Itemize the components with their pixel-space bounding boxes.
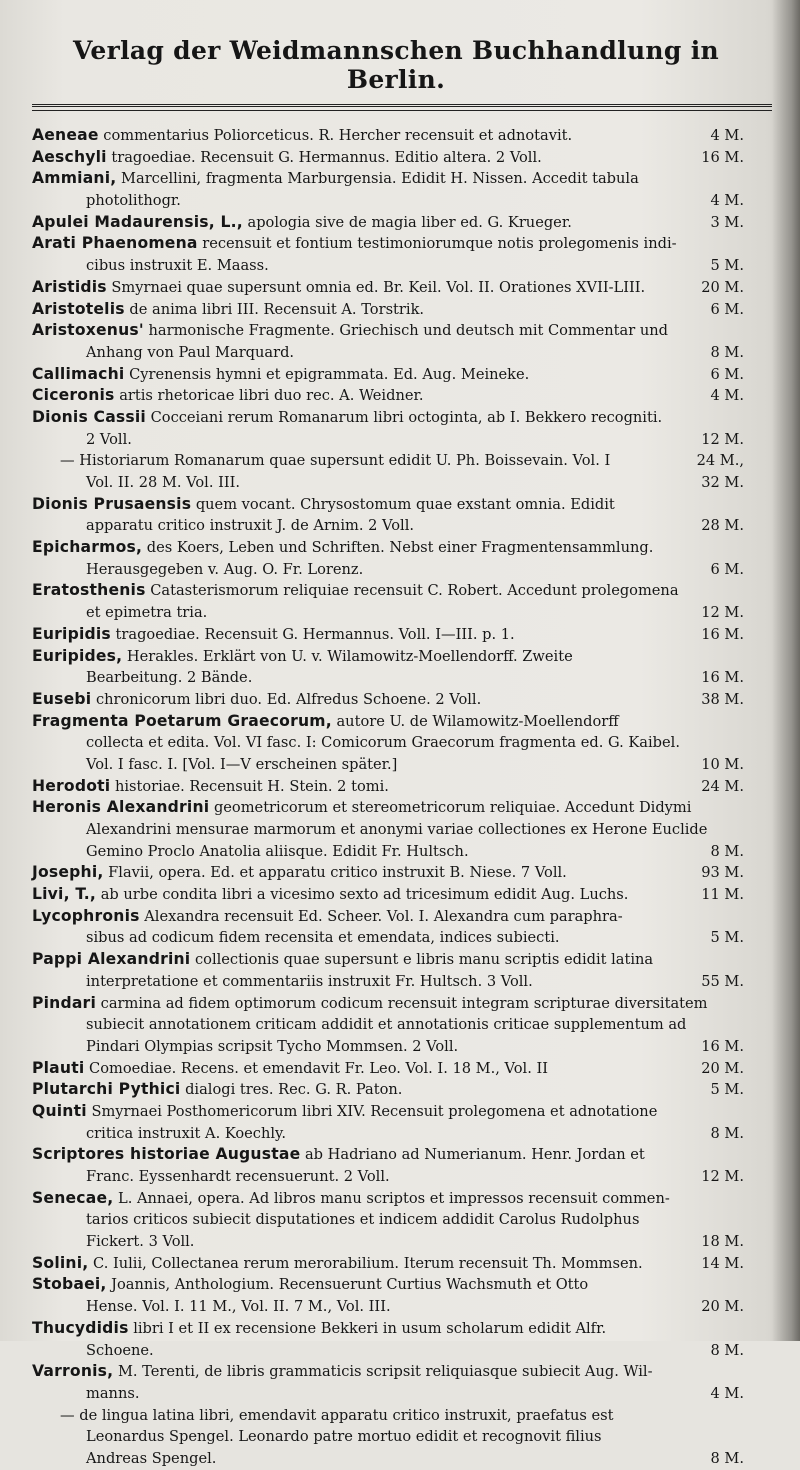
entry-price: 24 M., <box>696 452 744 470</box>
entry-price: 3 M. <box>710 213 744 231</box>
entry-author: Aeneae <box>32 126 99 144</box>
entry-text: Schoene. <box>86 1341 154 1359</box>
entry-author: Herodoti <box>32 776 111 795</box>
catalog-entry <box>32 1058 744 1080</box>
entry-text: ab Hadriano ad Numerianum. Henr. Jordan et <box>304 1146 645 1164</box>
entry-text: critica instruxit A. Koechly. <box>86 1124 286 1142</box>
entry-text: M. Terenti, de libris grammaticis scripsit reliquiasque subiecit Aug. Wil- <box>117 1363 653 1381</box>
entry-line <box>32 862 744 884</box>
entry-author: Euripidis <box>32 624 111 643</box>
entry-line <box>32 255 744 277</box>
entry-author: Pappi Alexandrini <box>32 950 191 969</box>
entry-text: Comoediae. Recens. et emendavit Fr. Leo. Vol. I. 18 M., Vol. II <box>89 1059 549 1077</box>
entry-text: manns. <box>86 1384 140 1402</box>
entry-author: Josephi, <box>32 863 104 882</box>
entry-text: Gemino Proclo Anatolia aliisque. Edidit Fr. Hultsch. <box>86 842 469 860</box>
entry-author: Lycophronis <box>32 906 140 925</box>
entry-text: sibus ad codicum fidem recensita et emendata, indices subiecti. <box>86 929 560 947</box>
entry-text: chronicorum libri duo. Ed. Alfredus Schoene. 2 Voll. <box>95 690 482 708</box>
entry-price: 38 M. <box>701 690 744 708</box>
entry-text: Joannis, Anthologium. Recensuerunt Curtius Wachsmuth et Otto <box>111 1276 589 1294</box>
catalog-entry <box>32 993 744 1058</box>
entry-line <box>32 841 744 863</box>
entry-line <box>32 602 744 624</box>
entry-line <box>32 1448 744 1470</box>
catalog-entry <box>32 450 744 493</box>
entry-text: autore U. de Wilamowitz-Moellendorff <box>336 712 619 730</box>
entry-author: Ciceronis <box>32 386 115 405</box>
entry-price: 8 M. <box>710 343 744 361</box>
entry-line <box>32 1166 744 1188</box>
entry-line <box>32 797 736 819</box>
entry-line <box>32 993 736 1015</box>
entry-author: Euripides, <box>32 646 123 665</box>
entry-line <box>32 1231 744 1253</box>
catalog-entry <box>32 494 744 537</box>
entry-line <box>32 1144 736 1166</box>
entry-price: 8 M. <box>710 1124 744 1142</box>
entry-author: Apulei Madaurensis, L., <box>32 212 243 231</box>
entry-price: 28 M. <box>701 517 744 535</box>
entry-author: Eusebi <box>32 689 92 708</box>
entry-price: 12 M. <box>701 430 744 448</box>
catalog-entry <box>32 125 744 147</box>
catalog-entry <box>32 1188 744 1253</box>
entry-author: Dionis Prusaensis <box>32 494 192 513</box>
entry-text: Vol. II. 28 M. Vol. III. <box>86 474 241 491</box>
entry-line <box>32 667 744 689</box>
entry-price: 4 M. <box>710 1384 744 1402</box>
entry-price: 14 M. <box>701 1254 744 1272</box>
entry-text: Smyrnaei Posthomericorum libri XIV. Recensuit prolegomena et adnotatione <box>91 1102 658 1120</box>
entry-text: tarios criticos subiecit disputationes et indicem addidit Carolus Rudolphus <box>86 1211 640 1229</box>
entry-line <box>32 971 744 993</box>
entry-text: Fickert. 3 Voll. <box>86 1233 195 1251</box>
entry-line <box>32 1058 744 1080</box>
entry-author: Plauti <box>32 1058 85 1077</box>
catalog-entries <box>32 125 744 1470</box>
catalog-entry <box>32 168 744 211</box>
entry-line <box>32 1426 736 1448</box>
entry-line <box>32 537 736 559</box>
catalog-entry <box>32 624 744 646</box>
entry-price: 93 M. <box>701 864 744 882</box>
entry-line <box>32 1036 744 1058</box>
page-edge-shadow <box>772 0 800 1341</box>
entry-text: Anhang von Paul Marquard. <box>86 343 295 361</box>
entry-line <box>32 429 744 451</box>
entry-price: 16 M. <box>701 1037 744 1055</box>
entry-line <box>32 1209 736 1231</box>
entry-text: Cyrenensis hymni et epigrammata. Ed. Aug. Meineke. <box>129 365 530 383</box>
entry-price: 8 M. <box>710 1341 744 1359</box>
entry-text: historiae. Recensuit H. Stein. 2 tomi. <box>114 777 389 795</box>
entry-text: photolithogr. <box>86 192 181 210</box>
catalog-entry <box>32 1405 744 1470</box>
entry-price: 32 M. <box>701 474 744 491</box>
entry-line <box>32 450 744 472</box>
entry-price: 12 M. <box>701 1168 744 1185</box>
catalog-entry <box>32 233 744 276</box>
entry-author: Thucydidis <box>32 1318 129 1337</box>
entry-line <box>32 949 736 971</box>
entry-price: 5 M. <box>710 257 744 275</box>
entry-line <box>32 320 736 342</box>
entry-line <box>32 299 744 321</box>
entry-price: 4 M. <box>710 387 744 405</box>
entry-line <box>32 646 736 668</box>
entry-author: Arati Phaenomena <box>32 234 198 253</box>
entry-author: Aristoxenus' <box>32 321 144 340</box>
entry-line <box>32 385 744 407</box>
catalog-entry <box>32 320 744 363</box>
entry-price: 20 M. <box>701 1298 744 1316</box>
catalog-entry <box>32 537 744 580</box>
catalog-entry <box>32 580 744 623</box>
catalog-entry <box>32 862 744 884</box>
entry-text: quem vocant. Chrysostomum quae exstant omnia. Edidit <box>195 495 615 513</box>
entry-text: tragoediae. Recensuit G. Hermannus. Voll. I—III. p. 1. <box>115 625 515 643</box>
entry-line <box>32 1405 736 1427</box>
entry-author: Ammiani, <box>32 169 117 188</box>
entry-author: Aristotelis <box>32 299 125 318</box>
catalog-entry <box>32 884 744 906</box>
catalog-entry <box>32 906 744 949</box>
entry-text: harmonische Fragmente. Griechisch und deutsch mit Commentar und <box>148 322 668 340</box>
catalog-entry <box>32 1274 744 1317</box>
entry-line <box>32 1101 736 1123</box>
entry-line <box>32 1361 736 1383</box>
entry-line <box>32 407 736 429</box>
entry-line <box>32 190 744 212</box>
catalog-entry <box>32 646 744 689</box>
entry-text: Herausgegeben v. Aug. O. Fr. Lorenz. <box>86 560 364 578</box>
entry-price: 5 M. <box>710 929 744 947</box>
entry-price: 4 M. <box>710 127 744 144</box>
entry-text: subiecit annotationem criticam addidit et annotationis criticae supplementum ad <box>86 1016 687 1034</box>
entry-text: tragoediae. Recensuit G. Hermannus. Editio altera. 2 Voll. <box>111 148 542 166</box>
entry-text: Smyrnaei quae supersunt omnia ed. Br. Keil. Vol. II. Orationes XVII-LIII. <box>111 278 646 296</box>
entry-line <box>32 212 744 234</box>
entry-text: Alexandrini mensurae marmorum et anonymi variae collectiones ex Herone Euclide <box>86 821 708 838</box>
catalog-entry <box>32 407 744 450</box>
entry-author: Senecae, <box>32 1188 114 1207</box>
entry-line <box>32 515 744 537</box>
entry-line <box>32 147 744 169</box>
entry-line <box>32 342 744 364</box>
entry-author: Aeschyli <box>32 147 107 166</box>
entry-price: 10 M. <box>701 755 744 773</box>
entry-price: 55 M. <box>701 972 744 990</box>
catalog-entry <box>32 689 744 711</box>
entry-text: Franc. Eyssenhardt recensuerunt. 2 Voll. <box>86 1168 390 1185</box>
entry-line <box>32 819 736 841</box>
catalog-entry <box>32 1253 744 1275</box>
entry-author: Heronis Alexandrini <box>32 798 210 817</box>
entry-text: interpretatione et commentariis instruxit Fr. Hultsch. 3 Voll. <box>86 972 533 990</box>
entry-text: Marcellini, fragmenta Marburgensia. Edidit H. Nissen. Accedit tabula <box>121 170 639 188</box>
entry-text: 2 Voll. <box>86 430 132 448</box>
page-header: Verlag der Weidmannschen Buchhandlung in Berlin. <box>73 36 719 94</box>
entry-line <box>32 1079 744 1101</box>
entry-line <box>32 1296 744 1318</box>
entry-text: Flavii, opera. Ed. et apparatu critico instruxit B. Niese. 7 Voll. <box>108 864 567 882</box>
entry-line <box>32 754 744 776</box>
entry-line <box>32 559 744 581</box>
catalog-entry <box>32 797 744 862</box>
entry-text: cibus instruxit E. Maass. <box>86 257 269 275</box>
entry-price: 11 M. <box>701 886 744 904</box>
entry-text: commentarius Poliorceticus. R. Hercher recensuit et adnotavit. <box>103 127 573 144</box>
entry-price: 5 M. <box>710 1081 744 1099</box>
entry-text: Cocceiani rerum Romanarum libri octoginta, ab I. Bekkero recogniti. <box>150 408 663 426</box>
entry-price: 4 M. <box>710 192 744 210</box>
entry-author: Stobaei, <box>32 1275 107 1294</box>
entry-text: et epimetra tria. <box>86 604 208 622</box>
catalog-entry <box>32 212 744 234</box>
entry-line <box>32 1123 744 1145</box>
catalog-entry <box>32 1144 744 1187</box>
entry-author: Varronis, <box>32 1362 114 1381</box>
entry-author: Epicharmos, <box>32 538 143 557</box>
entry-text: Catasterismorum reliquiae recensuit C. Robert. Accedunt prolegomena <box>150 582 679 600</box>
entry-price: 6 M. <box>710 300 744 318</box>
entry-price: 6 M. <box>710 560 744 578</box>
entry-text: Vol. I fasc. I. [Vol. I—V erscheinen später.] <box>86 755 398 773</box>
entry-text: de anima libri III. Recensuit A. Torstrik. <box>129 300 425 318</box>
entry-text: Pindari Olympias scripsit Tycho Mommsen. 2 Voll. <box>86 1037 459 1055</box>
entry-price: 12 M. <box>701 604 744 622</box>
catalog-entry <box>32 147 744 169</box>
entry-line <box>32 277 744 299</box>
catalog-entry <box>32 299 744 321</box>
entry-price: 18 M. <box>701 1233 744 1251</box>
entry-text: apologia sive de magia liber ed. G. Krueger. <box>247 213 572 231</box>
entry-line <box>32 168 736 190</box>
entry-line <box>32 364 744 386</box>
entry-author: Scriptores historiae Augustae <box>32 1145 301 1164</box>
entry-text: collecta et edita. Vol. VI fasc. I: Comicorum Graecorum fragmenta ed. G. Kaibel. <box>86 734 680 752</box>
catalog-entry <box>32 1318 744 1361</box>
entry-author: Eratosthenis <box>32 581 146 600</box>
entry-line <box>32 1253 744 1275</box>
entry-author: Solini, <box>32 1253 89 1272</box>
entry-price: 20 M. <box>701 1059 744 1077</box>
catalog-entry <box>32 1361 744 1404</box>
entry-text: Andreas Spengel. <box>86 1449 217 1467</box>
entry-text: apparatu critico instruxit J. de Arnim. 2 Voll. <box>86 517 415 535</box>
entry-text: C. Iulii, Collectanea rerum merorabilium. Iterum recensuit Th. Mommsen. <box>93 1254 643 1272</box>
entry-text: ab urbe condita libri a vicesimo sexto ad tricesimum edidit Aug. Luchs. <box>100 886 629 904</box>
entry-price: 16 M. <box>701 625 744 643</box>
entry-line <box>32 1274 736 1296</box>
entry-text: recensuit et fontium testimoniorumque notis prolegomenis indi- <box>202 235 677 253</box>
entry-line <box>32 1188 736 1210</box>
entry-line <box>32 776 744 798</box>
entry-text: des Koers, Leben und Schriften. Nebst einer Fragmentensammlung. <box>146 539 654 557</box>
entry-text: — Historiarum Romanarum quae supersunt edidit U. Ph. Boissevain. Vol. I <box>60 452 611 470</box>
entry-price: 16 M. <box>701 669 744 687</box>
entry-price: 6 M. <box>710 365 744 383</box>
entry-price: 16 M. <box>701 148 744 166</box>
entry-author: Callimachi <box>32 364 125 383</box>
entry-author: Aristidis <box>32 277 107 296</box>
entry-line <box>32 1340 744 1362</box>
entry-text: L. Annaei, opera. Ad libros manu scriptos et impressos recensuit commen- <box>118 1189 670 1207</box>
entry-line <box>32 711 736 733</box>
catalog-entry <box>32 364 744 386</box>
entry-text: dialogi tres. Rec. G. R. Paton. <box>185 1081 403 1099</box>
entry-line <box>32 689 744 711</box>
entry-line <box>32 732 736 754</box>
entry-line <box>32 884 744 906</box>
entry-line <box>32 494 736 516</box>
catalog-entry <box>32 385 744 407</box>
entry-line <box>32 906 736 928</box>
entry-line <box>32 1318 736 1340</box>
entry-price: 24 M. <box>701 777 744 795</box>
entry-author: Livi, T., <box>32 885 97 904</box>
entry-text: Bearbeitung. 2 Bände. <box>86 669 253 687</box>
entry-line <box>32 233 736 255</box>
entry-author: Dionis Cassii <box>32 407 146 426</box>
entry-text: artis rhetoricae libri duo rec. A. Weidner. <box>119 387 424 405</box>
catalog-entry <box>32 776 744 798</box>
entry-price: 8 M. <box>710 842 744 860</box>
entry-author: Fragmenta Poetarum Graecorum, <box>32 711 332 730</box>
entry-line <box>32 927 744 949</box>
entry-price: 20 M. <box>701 278 744 296</box>
catalog-entry <box>32 711 744 776</box>
catalog-entry <box>32 949 744 992</box>
entry-price: 8 M. <box>710 1449 744 1467</box>
entry-line <box>32 472 744 494</box>
entry-text: geometricorum et stereometricorum reliquiae. Accedunt Didymi <box>213 799 692 817</box>
entry-line <box>32 624 744 646</box>
entry-text: Alexandra recensuit Ed. Scheer. Vol. I. Alexandra cum paraphra- <box>144 907 623 925</box>
entry-text: Leonardus Spengel. Leonardo patre mortuo edidit et recognovit filius <box>86 1428 602 1446</box>
entry-author: Pindari <box>32 993 96 1012</box>
entry-author: Plutarchi Pythici <box>32 1080 181 1099</box>
entry-line <box>32 125 744 147</box>
entry-text: libri I et II ex recensione Bekkeri in usum scholarum edidit Alfr. <box>133 1319 607 1337</box>
entry-text: Hense. Vol. I. 11 M., Vol. II. 7 M., Vol. III. <box>86 1298 391 1316</box>
header-rule <box>32 104 772 111</box>
entry-text: collectionis quae supersunt e libris manu scriptis edidit latina <box>195 951 654 969</box>
entry-author: Quinti <box>32 1101 87 1120</box>
entry-line <box>32 580 736 602</box>
catalog-entry <box>32 1101 744 1144</box>
catalog-entry <box>32 277 744 299</box>
entry-text: carmina ad fidem optimorum codicum recensuit integram scripturae diversitatem <box>100 994 708 1012</box>
catalog-entry <box>32 1079 744 1101</box>
entry-text: Herakles. Erklärt von U. v. Wilamowitz-Moellendorff. Zweite <box>126 647 573 665</box>
entry-line <box>32 1014 736 1036</box>
entry-text: — de lingua latina libri, emendavit apparatu critico instruxit, praefatus est <box>60 1406 614 1424</box>
entry-line <box>32 1383 744 1405</box>
